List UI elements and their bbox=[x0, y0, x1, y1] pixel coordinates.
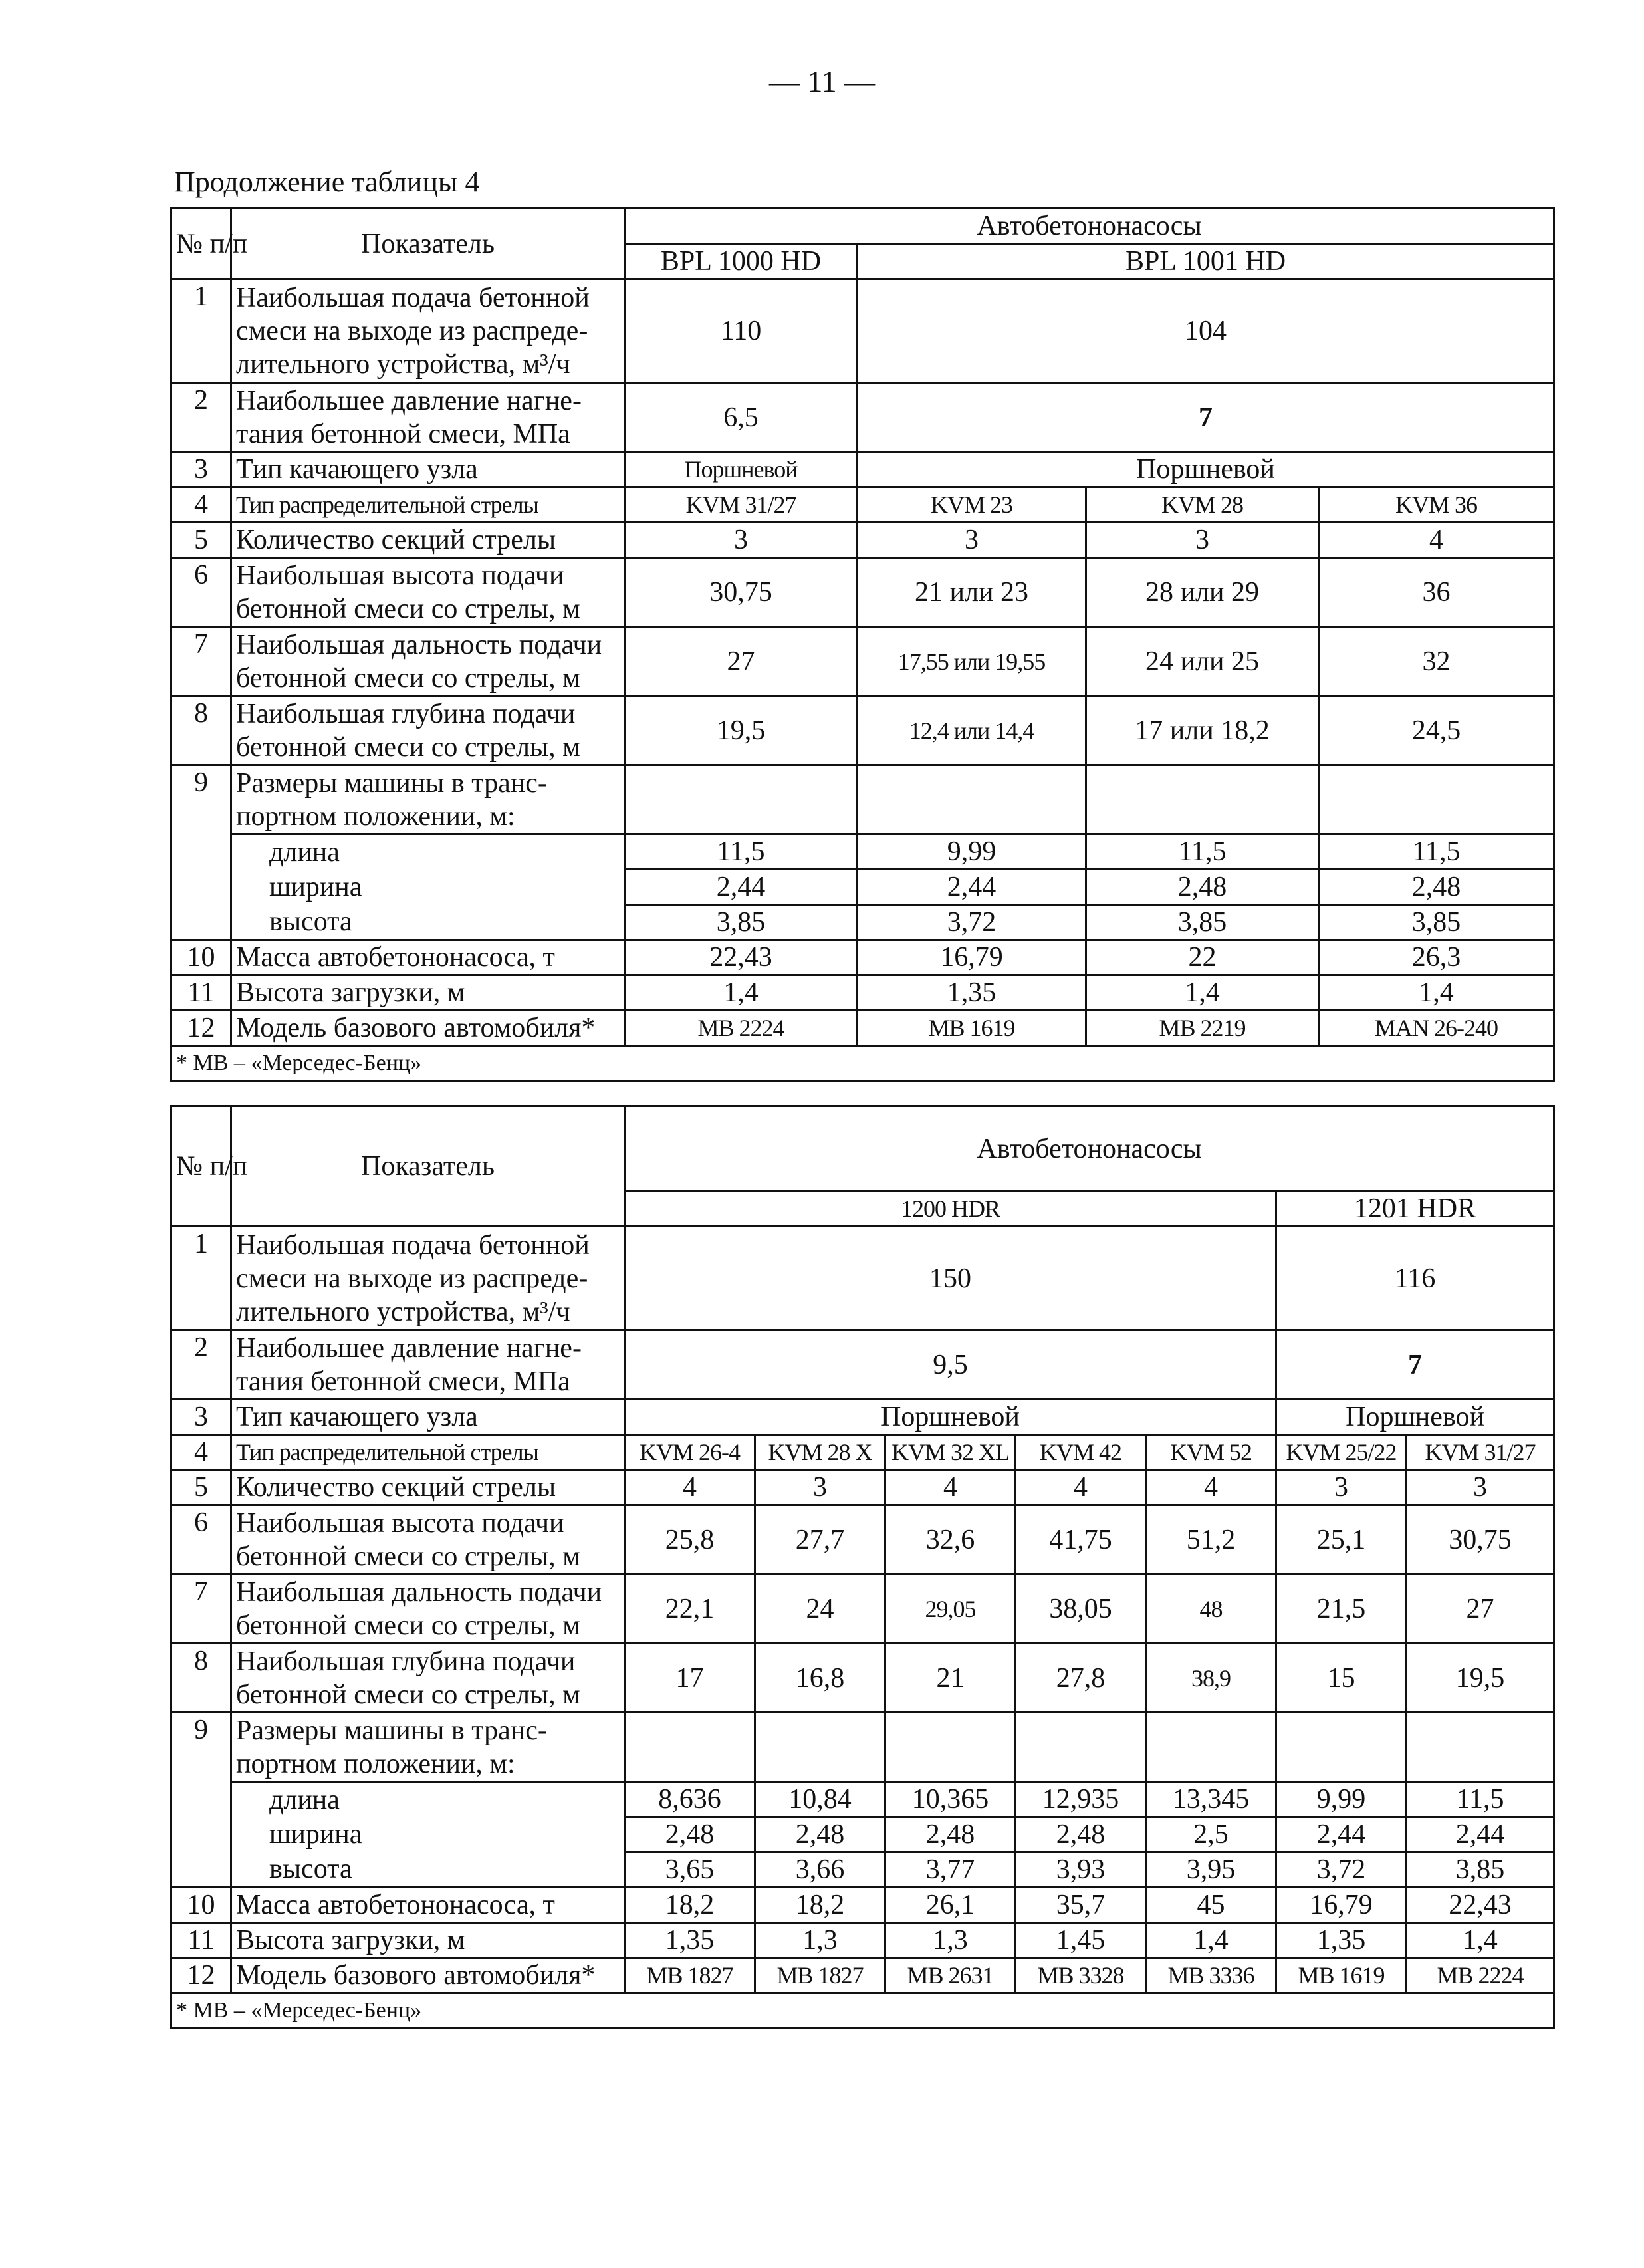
row-number: 12 bbox=[172, 1011, 231, 1046]
cell-value: 22,43 bbox=[1407, 1888, 1554, 1923]
row-label: Тип качающего узла bbox=[231, 452, 625, 487]
cell-value: 3,85 bbox=[625, 905, 858, 940]
cell-value: Поршневой bbox=[625, 452, 858, 487]
cell-value: 4 bbox=[1016, 1470, 1146, 1505]
cell-value: 7 bbox=[858, 383, 1554, 452]
cell-value: 3,65 bbox=[625, 1852, 755, 1888]
cell-value: 21,5 bbox=[1276, 1575, 1407, 1644]
cell-value: 3 bbox=[858, 523, 1086, 558]
cell-value: 18,2 bbox=[755, 1888, 885, 1923]
cell-value: KVM 42 bbox=[1016, 1435, 1146, 1470]
cell-value: 1,4 bbox=[1146, 1923, 1276, 1958]
empty-cell bbox=[1319, 765, 1554, 834]
row-label: Наибольшая глубина подачи бетонной смеси со стрелы, м bbox=[231, 696, 625, 765]
model-header: 1201 HDR bbox=[1276, 1192, 1554, 1227]
cell-value: KVM 23 bbox=[858, 487, 1086, 523]
cell-value: 1,4 bbox=[1407, 1923, 1554, 1958]
cell-value: 29,05 bbox=[885, 1575, 1016, 1644]
cell-value: 1,35 bbox=[858, 975, 1086, 1011]
cell-value: 4 bbox=[885, 1470, 1016, 1505]
empty-cell bbox=[1016, 1713, 1146, 1782]
cell-value: 3,85 bbox=[1086, 905, 1319, 940]
row-number: 7 bbox=[172, 1575, 231, 1644]
row-number: 4 bbox=[172, 487, 231, 523]
cell-value: 2,5 bbox=[1146, 1817, 1276, 1852]
cell-value: 1,3 bbox=[885, 1923, 1016, 1958]
row-number: 3 bbox=[172, 1400, 231, 1435]
row-label: Наибольшая дальность подачи бетонной смеси со стрелы, м bbox=[231, 1575, 625, 1644]
cell-value: 27,8 bbox=[1016, 1644, 1146, 1713]
row-label: Наибольшая высота подачи бетонной смеси со стрелы, м bbox=[231, 1505, 625, 1575]
cell-value: 18,2 bbox=[625, 1888, 755, 1923]
cell-value: KVM 28 bbox=[1086, 487, 1319, 523]
cell-value: KVM 28 X bbox=[755, 1435, 885, 1470]
cell-value: 51,2 bbox=[1146, 1505, 1276, 1575]
cell-value: 30,75 bbox=[625, 558, 858, 627]
cell-value: KVM 31/27 bbox=[1407, 1435, 1554, 1470]
cell-value: 16,79 bbox=[858, 940, 1086, 975]
cell-value: 7 bbox=[1276, 1330, 1554, 1400]
footnote: * MB – «Мерседес-Бенц» bbox=[172, 1046, 1554, 1081]
cell-value: 3,77 bbox=[885, 1852, 1016, 1888]
cell-value: MAN 26-240 bbox=[1319, 1011, 1554, 1046]
header-group: Автобетононасосы bbox=[625, 209, 1554, 244]
cell-value: 16,79 bbox=[1276, 1888, 1407, 1923]
cell-value: 1,35 bbox=[1276, 1923, 1407, 1958]
cell-value: 2,44 bbox=[1407, 1817, 1554, 1852]
cell-value: 17 bbox=[625, 1644, 755, 1713]
cell-value: 11,5 bbox=[1407, 1782, 1554, 1817]
cell-value: 10,365 bbox=[885, 1782, 1016, 1817]
cell-value: 35,7 bbox=[1016, 1888, 1146, 1923]
empty-cell bbox=[1146, 1713, 1276, 1782]
header-num: № п/п bbox=[172, 209, 231, 279]
row-label: Размеры машины в транс-портном положении, м: bbox=[231, 1713, 625, 1782]
cell-value: 13,345 bbox=[1146, 1782, 1276, 1817]
cell-value: 21 или 23 bbox=[858, 558, 1086, 627]
cell-value: MB 2224 bbox=[1407, 1958, 1554, 1993]
cell-value: 3,95 bbox=[1146, 1852, 1276, 1888]
cell-value: 2,48 bbox=[885, 1817, 1016, 1852]
row-label: Модель базового автомобиля* bbox=[231, 1958, 625, 1993]
cell-value: 17,55 или 19,55 bbox=[858, 627, 1086, 696]
row-number: 6 bbox=[172, 1505, 231, 1575]
row-label: Тип распределительной стрелы bbox=[231, 487, 625, 523]
cell-value: 3 bbox=[1276, 1470, 1407, 1505]
dim-label: ширина bbox=[231, 1817, 625, 1852]
cell-value: KVM 32 XL bbox=[885, 1435, 1016, 1470]
cell-value: 32,6 bbox=[885, 1505, 1016, 1575]
cell-value: 3,85 bbox=[1407, 1852, 1554, 1888]
cell-value: 3 bbox=[1407, 1470, 1554, 1505]
cell-value: 150 bbox=[625, 1227, 1276, 1330]
row-label: Масса автобетононасоса, т bbox=[231, 1888, 625, 1923]
cell-value: KVM 25/22 bbox=[1276, 1435, 1407, 1470]
cell-value: 48 bbox=[1146, 1575, 1276, 1644]
cell-value: 1,4 bbox=[1086, 975, 1319, 1011]
header-group: Автобетононасосы bbox=[625, 1106, 1554, 1192]
cell-value: 15 bbox=[1276, 1644, 1407, 1713]
cell-value: 2,48 bbox=[1086, 870, 1319, 905]
row-label: Количество секций стрелы bbox=[231, 523, 625, 558]
cell-value: 24 или 25 bbox=[1086, 627, 1319, 696]
cell-value: 17 или 18,2 bbox=[1086, 696, 1319, 765]
row-label: Наибольшая подача бетонной смеси на выходе из распреде-лительного устройства, м³/ч bbox=[231, 279, 625, 383]
cell-value: 6,5 bbox=[625, 383, 858, 452]
model-header: BPL 1000 HD bbox=[625, 244, 858, 279]
cell-value: 4 bbox=[625, 1470, 755, 1505]
dim-label: длина bbox=[231, 834, 625, 870]
model-header: 1200 HDR bbox=[625, 1192, 1276, 1227]
empty-cell bbox=[858, 765, 1086, 834]
row-label: Высота загрузки, м bbox=[231, 975, 625, 1011]
cell-value: 3 bbox=[755, 1470, 885, 1505]
cell-value: Поршневой bbox=[625, 1400, 1276, 1435]
dim-label: высота bbox=[231, 1852, 625, 1888]
row-label: Наибольшая высота подачи бетонной смеси со стрелы, м bbox=[231, 558, 625, 627]
table-caption: Продолжение таблицы 4 bbox=[174, 166, 480, 198]
cell-value: 2,48 bbox=[1319, 870, 1554, 905]
row-number: 8 bbox=[172, 696, 231, 765]
cell-value: 2,44 bbox=[625, 870, 858, 905]
row-label: Размеры машины в транс-портном положении, м: bbox=[231, 765, 625, 834]
cell-value: 4 bbox=[1146, 1470, 1276, 1505]
cell-value: MB 2219 bbox=[1086, 1011, 1319, 1046]
cell-value: MB 1619 bbox=[858, 1011, 1086, 1046]
empty-cell bbox=[1086, 765, 1319, 834]
row-number: 5 bbox=[172, 523, 231, 558]
row-number: 9 bbox=[172, 765, 231, 940]
row-number: 12 bbox=[172, 1958, 231, 1993]
row-label: Модель базового автомобиля* bbox=[231, 1011, 625, 1046]
row-label: Тип распределительной стрелы bbox=[231, 1435, 625, 1470]
cell-value: 22 bbox=[1086, 940, 1319, 975]
cell-value: 19,5 bbox=[625, 696, 858, 765]
row-label: Наибольшее давление нагне-тания бетонной смеси, МПа bbox=[231, 383, 625, 452]
empty-cell bbox=[625, 1713, 755, 1782]
empty-cell bbox=[755, 1713, 885, 1782]
empty-cell bbox=[885, 1713, 1016, 1782]
model-header: BPL 1001 HD bbox=[858, 244, 1554, 279]
cell-value: 45 bbox=[1146, 1888, 1276, 1923]
cell-value: 38,9 bbox=[1146, 1644, 1276, 1713]
cell-value: 12,4 или 14,4 bbox=[858, 696, 1086, 765]
cell-value: 116 bbox=[1276, 1227, 1554, 1330]
cell-value: 11,5 bbox=[1319, 834, 1554, 870]
empty-cell bbox=[1276, 1713, 1407, 1782]
cell-value: 11,5 bbox=[1086, 834, 1319, 870]
row-label: Наибольшее давление нагне-тания бетонной смеси, МПа bbox=[231, 1330, 625, 1400]
row-number: 3 bbox=[172, 452, 231, 487]
cell-value: 4 bbox=[1319, 523, 1554, 558]
cell-value: 3 bbox=[1086, 523, 1319, 558]
row-label: Масса автобетононасоса, т bbox=[231, 940, 625, 975]
cell-value: 1,35 bbox=[625, 1923, 755, 1958]
row-number: 7 bbox=[172, 627, 231, 696]
row-number: 8 bbox=[172, 1644, 231, 1713]
cell-value: 25,8 bbox=[625, 1505, 755, 1575]
cell-value: 3,72 bbox=[858, 905, 1086, 940]
cell-value: Поршневой bbox=[858, 452, 1554, 487]
cell-value: 9,5 bbox=[625, 1330, 1276, 1400]
cell-value: 2,48 bbox=[1016, 1817, 1146, 1852]
cell-value: 26,3 bbox=[1319, 940, 1554, 975]
cell-value: 3,93 bbox=[1016, 1852, 1146, 1888]
empty-cell bbox=[625, 765, 858, 834]
dim-label: высота bbox=[231, 905, 625, 940]
cell-value: 2,44 bbox=[1276, 1817, 1407, 1852]
cell-value: 21 bbox=[885, 1644, 1016, 1713]
row-number: 5 bbox=[172, 1470, 231, 1505]
row-number: 9 bbox=[172, 1713, 231, 1888]
row-number: 2 bbox=[172, 383, 231, 452]
row-number: 6 bbox=[172, 558, 231, 627]
cell-value: 24 bbox=[755, 1575, 885, 1644]
cell-value: 8,636 bbox=[625, 1782, 755, 1817]
cell-value: MB 1619 bbox=[1276, 1958, 1407, 1993]
cell-value: KVM 31/27 bbox=[625, 487, 858, 523]
footnote: * MB – «Мерседес-Бенц» bbox=[172, 1993, 1554, 2029]
header-num: № п/п bbox=[172, 1106, 231, 1227]
cell-value: MB 2224 bbox=[625, 1011, 858, 1046]
cell-value: 110 bbox=[625, 279, 858, 383]
cell-value: 41,75 bbox=[1016, 1505, 1146, 1575]
cell-value: 1,3 bbox=[755, 1923, 885, 1958]
cell-value: 24,5 bbox=[1319, 696, 1554, 765]
row-number: 11 bbox=[172, 975, 231, 1011]
cell-value: 16,8 bbox=[755, 1644, 885, 1713]
empty-cell bbox=[1407, 1713, 1554, 1782]
row-number: 1 bbox=[172, 1227, 231, 1330]
cell-value: 27 bbox=[1407, 1575, 1554, 1644]
cell-value: 32 bbox=[1319, 627, 1554, 696]
cell-value: 10,84 bbox=[755, 1782, 885, 1817]
row-label: Высота загрузки, м bbox=[231, 1923, 625, 1958]
cell-value: 27,7 bbox=[755, 1505, 885, 1575]
dim-label: длина bbox=[231, 1782, 625, 1817]
cell-value: MB 1827 bbox=[625, 1958, 755, 1993]
row-number: 10 bbox=[172, 1888, 231, 1923]
cell-value: 12,935 bbox=[1016, 1782, 1146, 1817]
cell-value: 11,5 bbox=[625, 834, 858, 870]
cell-value: 2,48 bbox=[755, 1817, 885, 1852]
cell-value: 1,4 bbox=[1319, 975, 1554, 1011]
cell-value: 3,72 bbox=[1276, 1852, 1407, 1888]
cell-value: 3 bbox=[625, 523, 858, 558]
specs-table-1 bbox=[170, 207, 1555, 1082]
row-number: 2 bbox=[172, 1330, 231, 1400]
cell-value: Поршневой bbox=[1276, 1400, 1554, 1435]
cell-value: KVM 52 bbox=[1146, 1435, 1276, 1470]
cell-value: KVM 26-4 bbox=[625, 1435, 755, 1470]
cell-value: 2,48 bbox=[625, 1817, 755, 1852]
cell-value: MB 1827 bbox=[755, 1958, 885, 1993]
header-param: Показатель bbox=[231, 209, 625, 279]
cell-value: 22,43 bbox=[625, 940, 858, 975]
cell-value: 1,4 bbox=[625, 975, 858, 1011]
row-label: Количество секций стрелы bbox=[231, 1470, 625, 1505]
header-param: Показатель bbox=[231, 1106, 625, 1227]
cell-value: 19,5 bbox=[1407, 1644, 1554, 1713]
dim-label: ширина bbox=[231, 870, 625, 905]
cell-value: 1,45 bbox=[1016, 1923, 1146, 1958]
page-number: — 11 — bbox=[768, 64, 876, 98]
cell-value: KVM 36 bbox=[1319, 487, 1554, 523]
row-label: Наибольшая дальность подачи бетонной смеси со стрелы, м bbox=[231, 627, 625, 696]
row-label: Наибольшая глубина подачи бетонной смеси со стрелы, м bbox=[231, 1644, 625, 1713]
row-number: 4 bbox=[172, 1435, 231, 1470]
row-number: 1 bbox=[172, 279, 231, 383]
cell-value: 38,05 bbox=[1016, 1575, 1146, 1644]
row-label: Наибольшая подача бетонной смеси на выходе из распреде-лительного устройства, м³/ч bbox=[231, 1227, 625, 1330]
cell-value: 36 bbox=[1319, 558, 1554, 627]
row-label: Тип качающего узла bbox=[231, 1400, 625, 1435]
cell-value: 2,44 bbox=[858, 870, 1086, 905]
specs-table-2 bbox=[170, 1105, 1555, 2029]
cell-value: MB 2631 bbox=[885, 1958, 1016, 1993]
row-number: 11 bbox=[172, 1923, 231, 1958]
row-number: 10 bbox=[172, 940, 231, 975]
cell-value: 26,1 bbox=[885, 1888, 1016, 1923]
cell-value: MB 3336 bbox=[1146, 1958, 1276, 1993]
cell-value: 9,99 bbox=[858, 834, 1086, 870]
cell-value: 25,1 bbox=[1276, 1505, 1407, 1575]
cell-value: 28 или 29 bbox=[1086, 558, 1319, 627]
cell-value: 9,99 bbox=[1276, 1782, 1407, 1817]
cell-value: 22,1 bbox=[625, 1575, 755, 1644]
cell-value: MB 3328 bbox=[1016, 1958, 1146, 1993]
cell-value: 3,85 bbox=[1319, 905, 1554, 940]
cell-value: 104 bbox=[858, 279, 1554, 383]
cell-value: 27 bbox=[625, 627, 858, 696]
cell-value: 30,75 bbox=[1407, 1505, 1554, 1575]
cell-value: 3,66 bbox=[755, 1852, 885, 1888]
